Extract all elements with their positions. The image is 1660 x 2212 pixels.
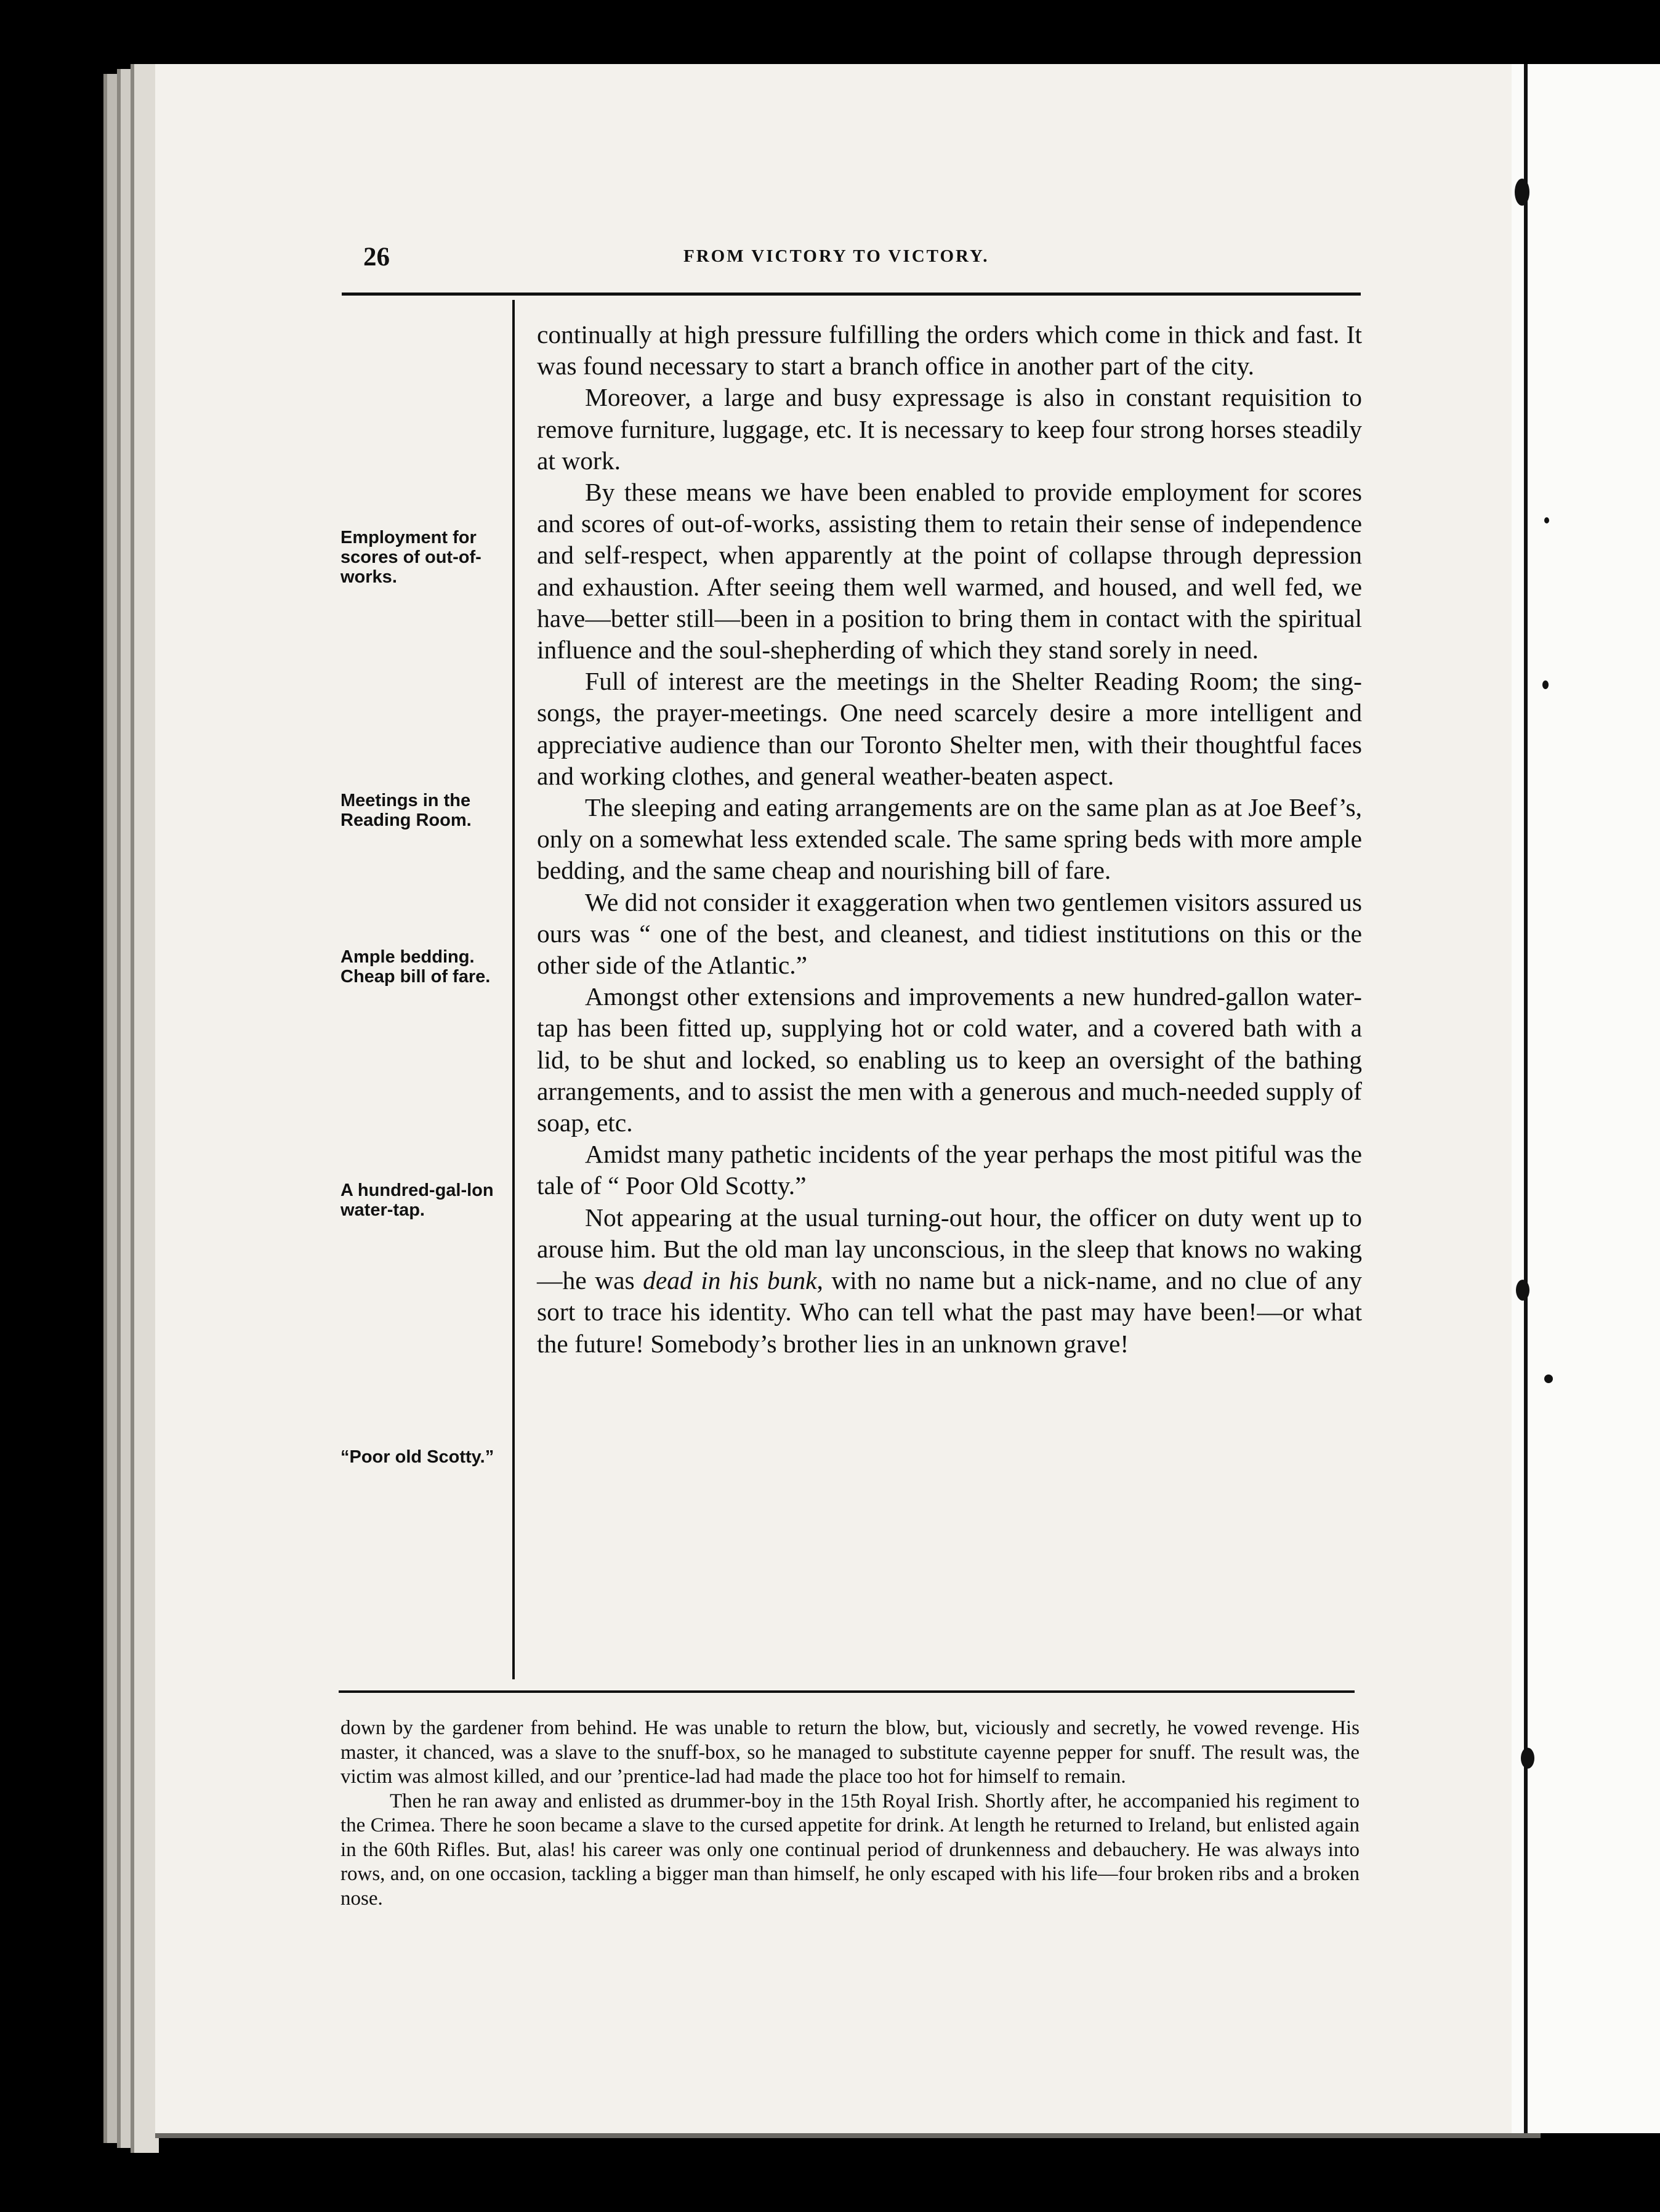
ink-speck [1544,1374,1553,1383]
footnote-paragraph: Then he ran away and enlisted as drummer-boy in the 15th Royal Irish. Shortly after, he accompanied his regiment to the Crimea. There he soon became a slave to the cursed appetite for drink. At length he returned to Ireland, but enlisted again in the 60th Rifles. But, alas! his career was only one continual period of drunkenness and debauchery. He was always into rows, and, on one occasion, tackling a bigger man than himself, he only escaped with his life—four broken ribs and a broken nose. [340,1790,1360,1910]
ink-blot [1521,1748,1534,1769]
ink-speck [1542,680,1549,689]
margin-note-bedding: Ample bedding. Cheap bill of fare. [340,947,491,987]
paragraph: We did not consider it exaggeration when two gentlemen visitors assured us ours was “ one of the best, and cleanest, and tidiest institutions on this or the other side of the Atlantic.” [537,887,1362,980]
paragraph: Amongst other extensions and improvements a new hundred-gallon water-tap has been fitted up, supplying hot or cold water, and a covered bath with a lid, to be shut and locked, so enabling us to keep an oversight of the bathing arrangements, and to assist the men with a generous and much-needed supply of soap, etc. [537,982,1362,1137]
header-rule [342,293,1361,296]
margin-note-meetings: Meetings in the Reading Room. [340,791,472,830]
margin-note-employment: Employment for scores of out-of-works. [340,528,481,587]
text-run: , with no name but a nick-name, and no clue of any sort to trace his identity. Who can tell what the past may have been!—or what the future! Somebody’s brother lies in an unknown grave! [537,1266,1362,1358]
ink-blot [1516,1280,1529,1301]
main-text [537,319,1362,1360]
binding-line [1524,64,1528,2133]
ink-blot [1515,179,1529,206]
paragraph: Amidst many pathetic incidents of the year perhaps the most pitiful was the tale of “ Poor Old Scotty.” [537,1140,1362,1200]
paragraph [537,1202,1362,1360]
paragraph: continually at high pressure fulfilling the orders which come in thick and fast. It was found necessary to start a branch office in another part of the city. [537,320,1362,381]
ink-speck [1544,517,1549,523]
running-title: FROM VICTORY TO VICTORY. [683,246,989,266]
footnote-rule [339,1690,1355,1693]
paragraph: Full of interest are the meetings in the Shelter Reading Room; the sing-songs, the prayer-meetings. One need scarcely desire a more intelligent and appreciative audience than our Toronto Shelter men, with their thoughtful faces and working clothes, and general weather-beaten aspect. [537,667,1362,790]
margin-note-scotty: “Poor old Scotty.” [340,1447,494,1467]
paragraph: By these means we have been enabled to provide employment for scores and scores of out-of-works, assisting them to retain their sense of independence and self-respect, when apparently at the point of collapse through depression and exhaustion. After seeing them well warmed, and housed, and well fed, we have—better still—been in a position to bring them in contact with the spiritual influence and the soul-shepherding of which they stand sorely in need. [537,478,1362,664]
paragraph: The sleeping and eating arrangements are on the same plan as at Joe Beef’s, only on a somewhat less extended scale. The same spring beds with more ample bedding, and the same cheap and nourishing bill of fare. [537,793,1362,885]
page-number: 26 [363,243,390,272]
facing-page-strip [1512,64,1660,2133]
margin-column-rule [512,300,515,1679]
text-run: Not appearing at the usual turning-out hour, the officer on duty went up to arouse him. But the old man lay unconscious, in the sleep that knows no waking—he was [537,1203,1362,1295]
footnote-text [340,1716,1360,1911]
footnote-paragraph: down by the gardener from behind. He was unable to return the blow, but, viciously and secretly, he vowed revenge. His master, it chanced, was a slave to the snuff-box, so he managed to substitute cayenne pepper for snuff. The result was, the victim was almost killed, and our ’prentice-lad had made the place too hot for himself to remain. [340,1717,1360,1788]
margin-note-watertap: A hundred-gal-lon water-tap. [340,1181,494,1220]
italic-phrase: dead in his bunk [643,1266,817,1295]
paragraph: Moreover, a large and busy expressage is also in constant requisition to remove furniture, luggage, etc. It is necessary to keep four strong horses steadily at work. [537,383,1362,475]
